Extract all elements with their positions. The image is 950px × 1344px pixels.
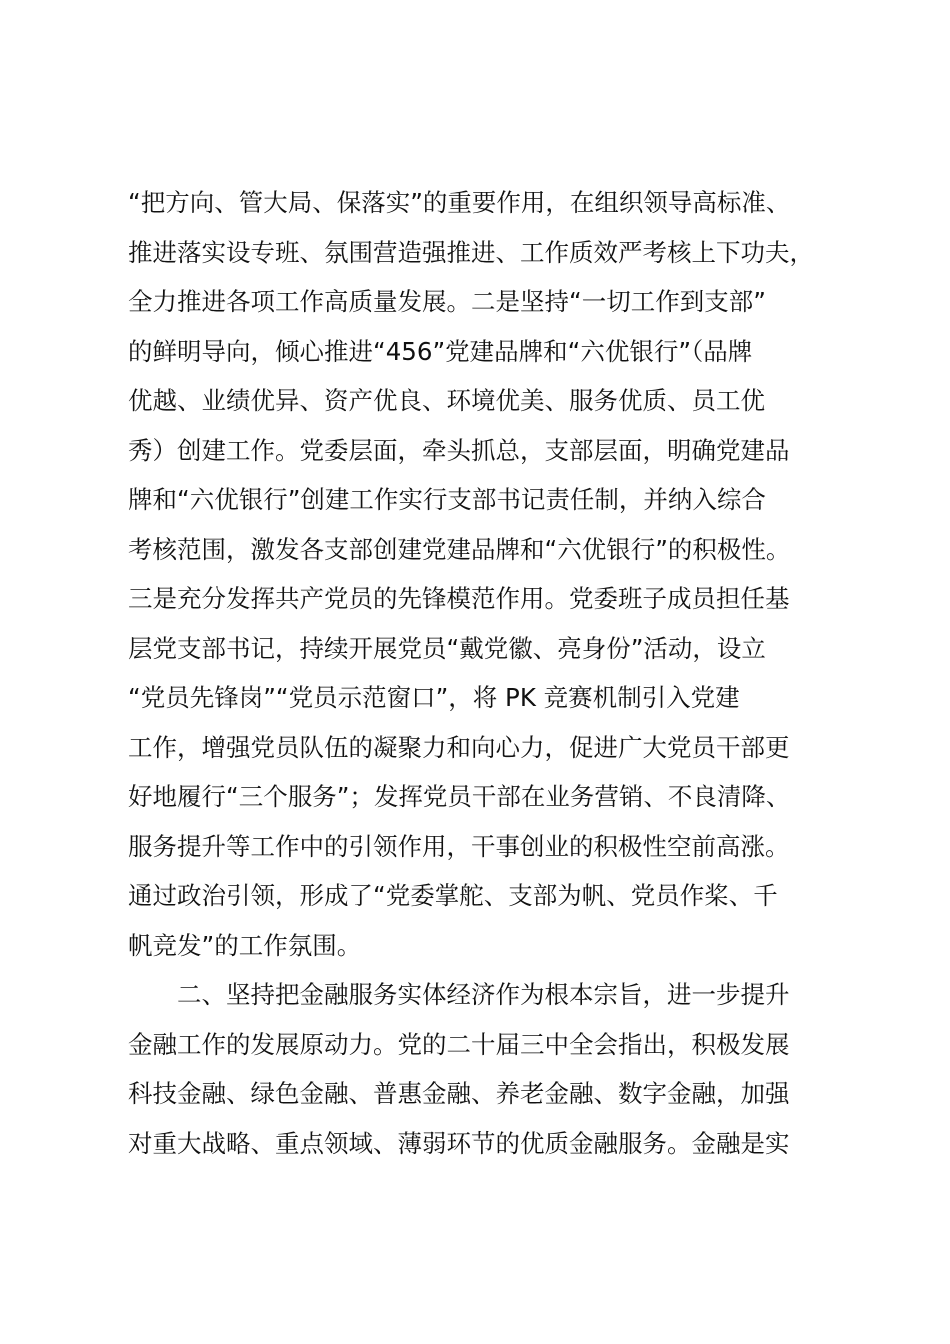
body-text (128, 178, 848, 1168)
text-line: 考核范围，激发各支部创建党建品牌和“六优银行”的积极性。 (128, 534, 791, 564)
text-line: 科技金融、绿色金融、普惠金融、养老金融、数字金融，加强 (128, 1079, 790, 1108)
text-line: “把方向、管大局、保落实”的重要作用，在组织领导高标准、 (128, 188, 791, 217)
text-line: 层党支部书记，持续开展党员“戴党徽、亮身份”活动，设立 (128, 633, 766, 663)
text-line: “党员先锋岗”“党员示范窗口”，将 PK 竞赛机制引入党建 (128, 683, 740, 712)
text-line: 三是充分发挥共产党员的先锋模范作用。党委班子成员担任基 (128, 584, 790, 613)
paragraph-start-line: 二、坚持把金融服务实体经济作为根本宗旨，进一步提升 (177, 980, 790, 1009)
text-line: 服务提升等工作中的引领作用，干事创业的积极性空前高涨。 (128, 831, 790, 861)
text-line: 优越、业绩优异、资产优良、环境优美、服务优质、员工优 (128, 386, 765, 415)
text-line: 全力推进各项工作高质量发展。二是坚持“一切工作到支部” (128, 287, 766, 316)
text-line: 牌和“六优银行”创建工作实行支部书记责任制，并纳入综合 (128, 485, 766, 514)
text-line: 帆竞发”的工作氛围。 (128, 930, 362, 960)
text-line: 通过政治引领，形成了“党委掌舵、支部为帆、党员作桨、千 (128, 881, 778, 910)
text-line: 工作，增强党员队伍的凝聚力和向心力，促进广大党员干部更 (128, 732, 790, 762)
text-line: 推进落实设专班、氛围营造强推进、工作质效严考核上下功夫， (128, 237, 814, 267)
text-line: 秀）创建工作。党委层面，牵头抓总，支部层面，明确党建品 (128, 435, 790, 465)
text-line: 的鲜明导向，倾心推进“456”党建品牌和“六优银行”（品牌 (128, 336, 753, 366)
text-line: 好地履行“三个服务”；发挥党员干部在业务营销、不良清降、 (128, 782, 791, 811)
text-line: 金融工作的发展原动力。党的二十届三中全会指出，积极发展 (128, 1029, 790, 1059)
text-line: 对重大战略、重点领域、薄弱环节的优质金融服务。金融是实 (128, 1128, 790, 1158)
